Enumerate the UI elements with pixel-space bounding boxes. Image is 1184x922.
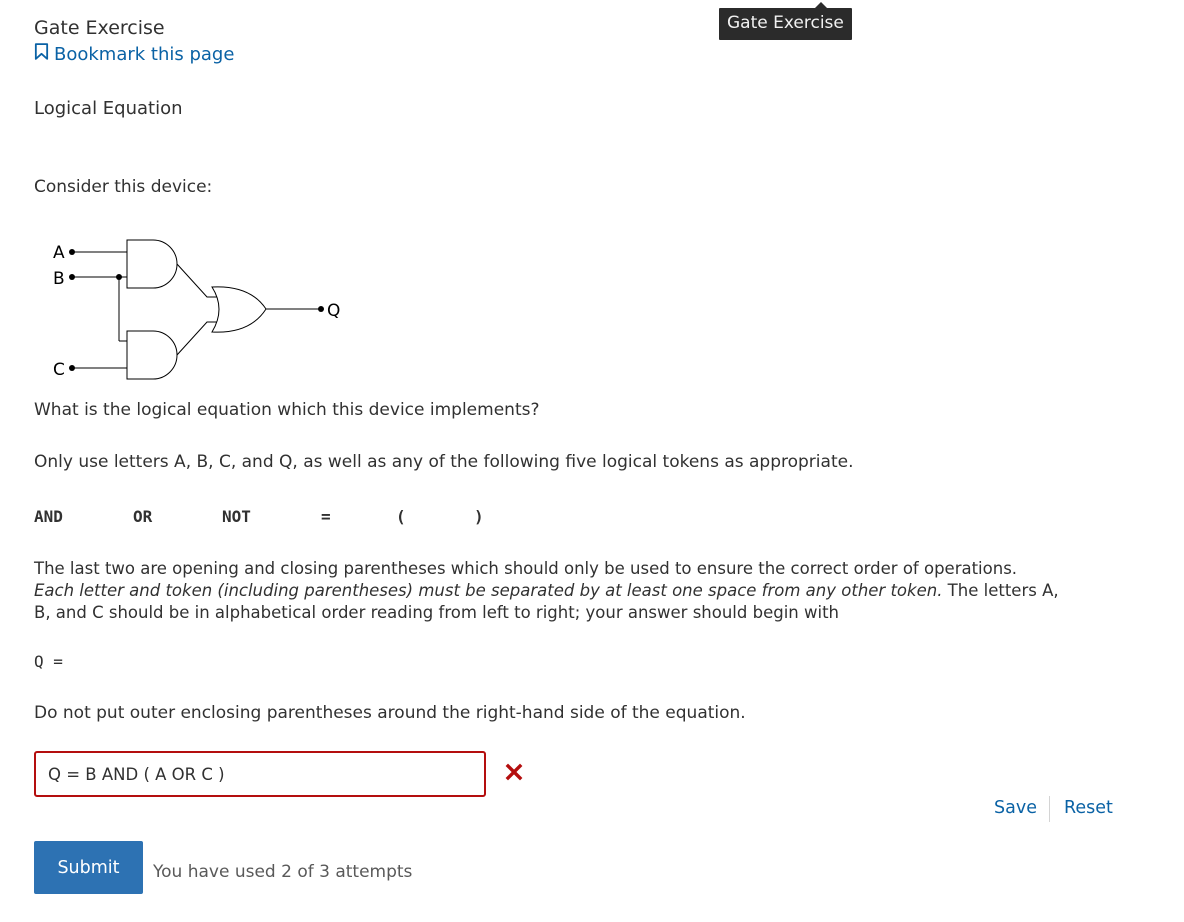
label-q: Q <box>327 301 341 321</box>
tooltip: Gate Exercise <box>719 8 852 40</box>
bookmark-button[interactable] <box>34 43 234 65</box>
gate-output <box>212 287 266 332</box>
node-a <box>69 249 75 255</box>
note-text: Do not put outer enclosing parentheses around the right-hand side of the equation. <box>34 703 746 723</box>
token-not: NOT <box>222 507 251 526</box>
explanation-line2 <box>34 580 1059 602</box>
unit-title: Gate Exercise <box>34 17 165 39</box>
incorrect-icon <box>504 762 524 782</box>
explanation-line3: B, and C should be in alphabetical order reading from left to right; your answer should begin with <box>34 603 839 622</box>
gate-top <box>127 240 177 288</box>
node-q <box>318 306 324 312</box>
node-b <box>69 274 75 280</box>
question-text: What is the logical equation which this device implements? <box>34 400 540 420</box>
token-or: OR <box>133 507 153 526</box>
save-reset-divider <box>1049 796 1050 822</box>
node-c <box>69 365 75 371</box>
bookmark-icon <box>34 43 49 65</box>
gate-bottom <box>127 331 177 379</box>
bookmark-label: Bookmark this page <box>54 43 235 65</box>
explanation-line2-rest: The letters A, <box>942 581 1059 600</box>
intro-text: Consider this device: <box>34 177 213 197</box>
save-button[interactable]: Save <box>994 798 1037 818</box>
submit-button[interactable]: Submit <box>34 841 143 894</box>
answer-input[interactable] <box>34 751 486 797</box>
problem-title: Logical Equation <box>34 98 183 119</box>
explanation-italic: Each letter and token (including parentheses) must be separated by at least one space from any other token. <box>34 581 943 600</box>
begin-with-text: Q = <box>34 652 63 671</box>
circuit-diagram <box>40 228 360 388</box>
reset-button[interactable]: Reset <box>1064 798 1113 818</box>
wire-gate2-out <box>177 322 217 355</box>
label-c: C <box>53 360 65 380</box>
node-b-junction <box>116 274 122 280</box>
token-equals: = <box>321 507 331 526</box>
token-open-paren: ( <box>396 507 406 526</box>
wire-gate1-out <box>177 264 217 297</box>
token-close-paren: ) <box>474 507 484 526</box>
attempts-text: You have used 2 of 3 attempts <box>153 862 413 882</box>
instruction-text: Only use letters A, B, C, and Q, as well as any of the following five logical tokens as appropriate. <box>34 452 854 472</box>
explanation-line1: The last two are opening and closing parentheses which should only be used to ensure the correct order of operations. <box>34 559 1018 578</box>
token-and: AND <box>34 507 63 526</box>
label-a: A <box>53 243 65 263</box>
label-b: B <box>53 269 65 289</box>
